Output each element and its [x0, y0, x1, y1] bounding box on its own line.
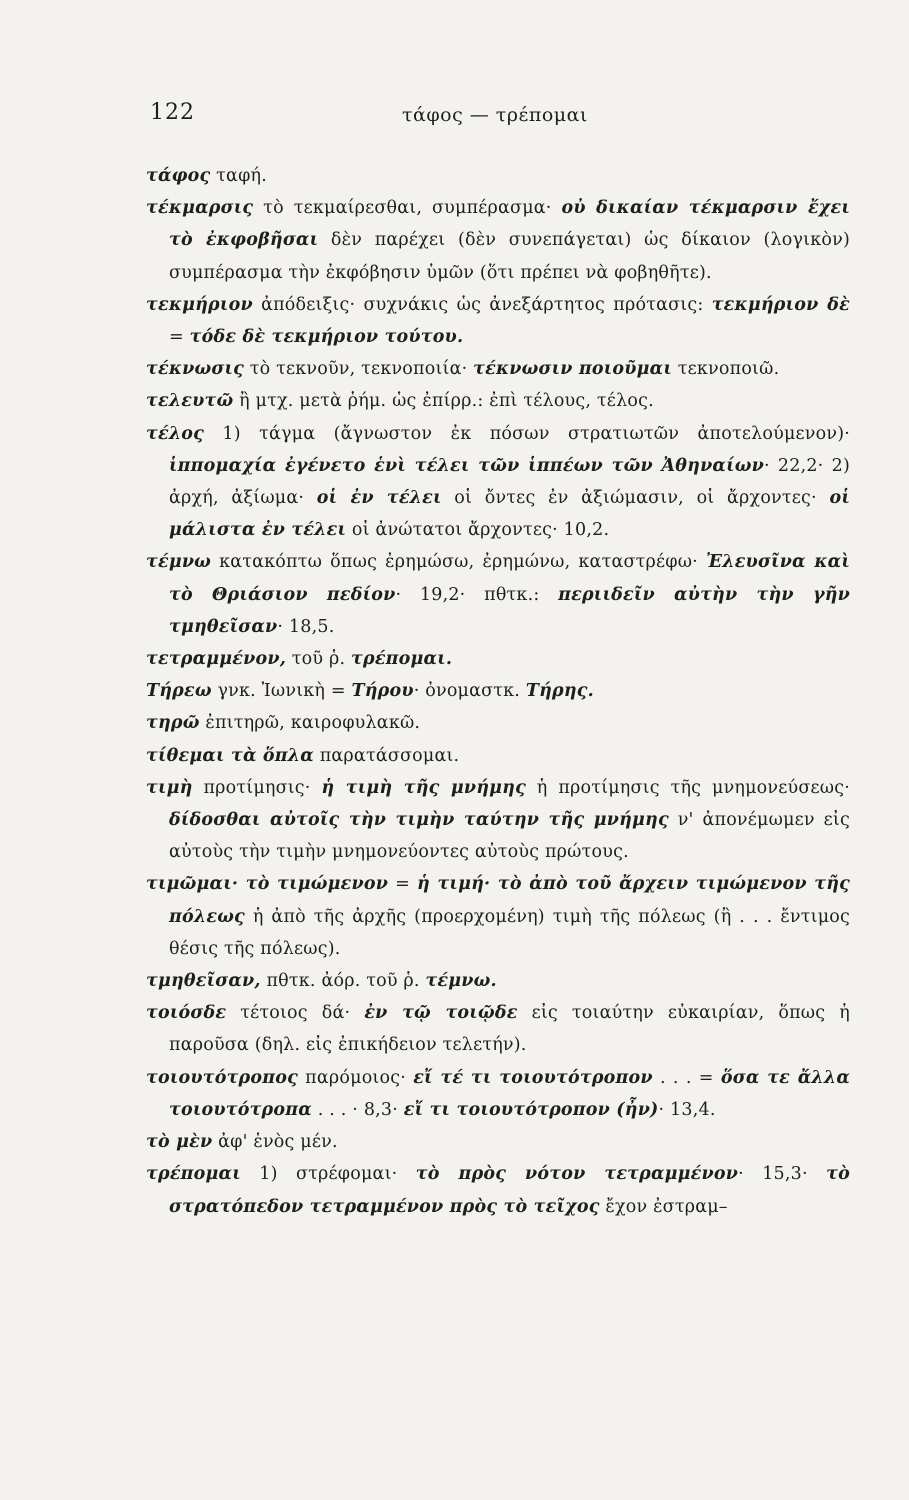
glossary-entry: [146, 1062, 850, 1126]
entry-text: ἔχον ἐστραμ–: [599, 1196, 728, 1217]
glossary-entry: [146, 546, 850, 643]
entry-quotation: ἡ τιμὴ τῆς μνήμης: [321, 777, 526, 798]
glossary-entry: [146, 707, 850, 739]
entry-headword: τάφος: [146, 166, 211, 186]
entry-headword: τρέπομαι: [146, 1164, 241, 1185]
entry-quotation: τὸ τιμώμενον: [238, 874, 389, 895]
glossary-entry: [146, 353, 850, 385]
entry-text: τοῦ ῥ.: [286, 649, 351, 670]
page-header: [150, 100, 850, 132]
entry-text: 1) στρέφομαι·: [240, 1164, 416, 1185]
entry-text: παρατάσσομαι.: [313, 745, 460, 766]
entry-headword: τέμνω: [146, 552, 212, 573]
entry-headword: τέλος: [146, 423, 205, 444]
entry-headword: τοιουτότροπος: [146, 1067, 298, 1088]
entry-text: ἀφ' ἑνὸς μέν.: [212, 1132, 338, 1153]
entry-headword: τοιόσδε: [146, 1003, 227, 1024]
running-head: τάφος — τρέπομαι: [402, 104, 588, 126]
entry-text: τὸ τεκμαίρεσθαι, συμπέρασμα·: [253, 198, 562, 219]
entry-quotation: ὅσα τε ἄλλα τοιουτότροπα: [169, 1067, 850, 1120]
glossary-entry: [146, 965, 850, 997]
entry-quotation: οἱ μάλιστα ἐν τέλει: [169, 488, 850, 541]
entry-text: δὲν παρέχει (δὲν συνεπάγεται) ὡς δίκαιον (λογικὸν) συμπέρασμα τὴν ἐκφόβησιν ὑμῶν (ὅτι πρέπει νὰ φοβηθῆτε).: [169, 230, 850, 283]
entry-quotation: τὸ στρατόπεδον τετραμμένον πρὸς τὸ τεῖχος: [169, 1164, 850, 1217]
entry-quotation: τέκνωσιν ποιοῦμαι: [473, 359, 672, 380]
entry-text: · 13,4.: [658, 1099, 716, 1120]
entry-quotation: περιιδεῖν αὐτὴν τὴν γῆν τμηθεῖσαν: [169, 584, 850, 637]
entry-text: · 18,5.: [277, 616, 335, 637]
entry-text: · 19,2· πθτκ.:: [395, 584, 559, 605]
glossary-entry: [146, 675, 850, 707]
entry-text: παρόμοιος·: [298, 1067, 414, 1088]
entry-quotation: οὐ δικαίαν τέκμαρσιν ἔχει τὸ ἐκφοβῆσαι: [169, 198, 850, 251]
entry-headword: τελευτῶ: [146, 391, 234, 412]
entry-text: τὸ τεκνοῦν, τεκνοποιία·: [243, 359, 474, 380]
entry-headword: τμηθεῖσαν,: [146, 971, 261, 992]
entry-text: . . . =: [652, 1067, 721, 1088]
entry-headword: τιμὴ: [146, 777, 193, 798]
entry-text: ἡ ἀπὸ τῆς ἀρχῆς (προερχομένη) τιμὴ τῆς πόλεως (ἢ . . . ἔντιμος θέσις τῆς πόλεως).: [169, 906, 850, 959]
entry-quotation: δίδοσθαι αὐτοῖς τὴν τιμὴν ταύτην τῆς μνήμης: [169, 810, 669, 831]
glossary-entry: [146, 1126, 850, 1158]
entry-headword: τέκνωσις: [146, 359, 244, 380]
entry-text: κατακόπτω ὅπως ἐρημώσω, ἐρημώνω, καταστρέφω·: [211, 552, 707, 573]
glossary-entry: [146, 160, 850, 192]
page-number: 122: [150, 100, 195, 125]
entry-quotation: ἡ τιμή· τὸ ἀπὸ τοῦ ἄρχειν τιμώμενον τῆς πόλεως: [169, 874, 850, 927]
entry-quotation: τέμνω.: [425, 971, 497, 992]
entry-text: ν' ἀπονέμωμεν εἰς αὐτοὺς τὴν τιμὴν μνημονεύοντες αὐτοὺς πρώτους.: [169, 810, 850, 863]
entry-text: γνκ. Ἰωνικὴ =: [211, 681, 352, 702]
entry-headword: Τήρεω: [146, 681, 212, 702]
glossary-entry: [146, 997, 850, 1061]
entry-text: . . . · 8,3·: [311, 1099, 404, 1120]
entry-text: · ὀνομαστκ.: [413, 681, 526, 702]
entry-quotation: ἐν τῷ τοιῷδε: [364, 1003, 518, 1024]
entry-quotation: Ἐλευσῖνα καὶ τὸ Θριάσιον πεδίον: [169, 552, 850, 605]
entry-headword: τιμῶμαι·: [146, 874, 239, 895]
entry-quotation: τεκμήριον δὲ: [711, 294, 850, 315]
glossary-entry: [146, 740, 850, 772]
entry-quotation: τρέπομαι.: [351, 649, 453, 670]
entry-quotation: ἱππομαχία ἐγένετο ἑνὶ τέλει τῶν ἱππέων τῶν Ἀθηναίων: [169, 455, 764, 476]
glossary-entry: [146, 418, 850, 547]
entry-headword: τέκμαρσις: [146, 198, 254, 219]
entry-text: προτίμησις·: [192, 777, 322, 798]
entry-quotation: Τήρου: [351, 681, 414, 702]
entry-text: οἱ ὄντες ἐν ἀξιώμασιν, οἱ ἄρχοντες·: [441, 488, 830, 509]
entry-text: =: [388, 874, 417, 895]
entry-text: τέτοιος δά·: [226, 1003, 365, 1024]
entry-quotation: Τήρης.: [525, 681, 594, 702]
glossary-entry: [146, 643, 850, 675]
entry-text: ἐπιτηρῶ, καιροφυλακῶ.: [199, 713, 421, 734]
glossary-body: [146, 160, 850, 1223]
entry-headword: τίθεμαι τὰ ὅπλα: [146, 745, 314, 766]
entry-quotation: τόδε δὲ τεκμήριον τούτου.: [189, 327, 464, 348]
entry-quotation: εἴ τι τοιουτότροπον (ἦν): [403, 1099, 659, 1120]
entry-text: πθτκ. ἀόρ. τοῦ ῥ.: [260, 971, 426, 992]
glossary-entry: [146, 192, 850, 289]
entry-headword: τεκμήριον: [146, 294, 253, 315]
glossary-entry: [146, 1158, 850, 1222]
entry-text: 1) τάγμα (ἄγνωστον ἐκ πόσων στρατιωτῶν ἀποτελούμενον)·: [204, 423, 850, 444]
entry-text: · 15,3·: [738, 1164, 827, 1185]
glossary-entry: [146, 868, 850, 965]
entry-quotation: οἱ ἐν τέλει: [316, 488, 442, 509]
entry-headword: τετραμμένον,: [146, 649, 286, 670]
entry-text: ἀπόδειξις· συχνάκις ὡς ἀνεξάρτητος πρότασις:: [252, 294, 712, 315]
entry-text: =: [169, 327, 190, 348]
entry-quotation: εἴ τέ τι τοιουτότροπον: [413, 1067, 653, 1088]
entry-text: οἱ ἀνώτατοι ἄρχοντες· 10,2.: [346, 520, 610, 541]
glossary-entry: [146, 772, 850, 869]
entry-text: τεκνοποιῶ.: [672, 359, 780, 380]
glossary-entry: [146, 385, 850, 417]
entry-text: · 22,2· 2) ἀρχή, ἀξίωμα·: [169, 455, 851, 509]
entry-headword: τὸ μὲν: [146, 1132, 213, 1153]
entry-headword: τηρῶ: [146, 713, 200, 734]
entry-text: ἡ προτίμησις τῆς μνημονεύσεως·: [525, 777, 850, 798]
glossary-entry: [146, 289, 850, 353]
entry-text: εἰς τοιαύτην εὐκαιρίαν, ὅπως ἡ παροῦσα (δηλ. εἰς ἐπικήδειον τελετήν).: [169, 1003, 850, 1056]
entry-text: ταφή.: [210, 166, 267, 186]
entry-quotation: τὸ πρὸς νότον τετραμμένον: [415, 1164, 739, 1185]
entry-text: ἢ μτχ. μετὰ ῥήμ. ὡς ἐπίρρ.: ἐπὶ τέλους, τέλος.: [233, 391, 654, 412]
